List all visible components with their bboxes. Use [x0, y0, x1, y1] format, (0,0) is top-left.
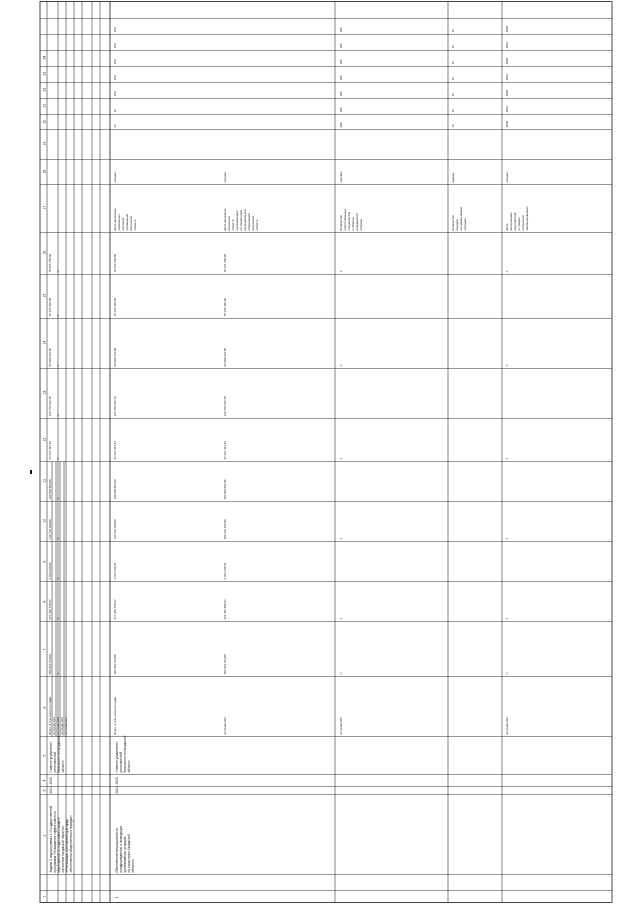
- x-mark: X: [505, 457, 509, 460]
- year-start: 2014: [115, 786, 119, 794]
- year-end: 2020: [115, 777, 119, 785]
- program-title: обеспечения общественного порядка»: [69, 815, 73, 873]
- indicator-name: Доля: [505, 223, 509, 231]
- indicator-value: 2031: [505, 42, 509, 49]
- indicator-value: 42: [113, 124, 117, 128]
- x-mark: X: [339, 364, 343, 367]
- indicator-unit: процент: [223, 171, 227, 183]
- header-number: 10: [42, 518, 47, 523]
- executor: области: [127, 760, 131, 773]
- indicator-name: системой: [121, 217, 125, 231]
- year-start: 2014: [49, 786, 53, 794]
- indicator-value: 72: [451, 61, 455, 65]
- program-title: программы «Повышение эффективности: [53, 811, 57, 873]
- amount-cell: 126 778 222,70: [113, 396, 117, 417]
- indicator-value: 15,8: [113, 58, 117, 65]
- indicator-value: 72: [451, 77, 455, 81]
- header-number: 17: [42, 205, 47, 210]
- header-number: 11: [42, 478, 47, 483]
- indicator-name: Калужской: [129, 216, 133, 231]
- header-number: 22: [42, 87, 47, 92]
- indicator-name: области: [255, 219, 259, 231]
- program-total: 3 792 245,83: [48, 562, 52, 580]
- amount-cell: 784 833 763,00: [113, 654, 117, 675]
- program-title: населения Калужской области»: [61, 825, 65, 873]
- amount-cell: 784 833 763,00: [223, 654, 227, 675]
- amount-cell: 120 068 804,00: [113, 479, 117, 500]
- program-total: 277 481 578,27: [48, 599, 52, 620]
- indicator-name: оповещения: [125, 213, 129, 231]
- indicator-name: запланированных: [525, 206, 529, 231]
- indicator-value: 300: [339, 122, 343, 128]
- stray-mark: [30, 470, 32, 474]
- source-label: источник №1: [52, 717, 56, 735]
- header-number: 23: [42, 71, 47, 76]
- indicator-value: 72: [451, 93, 455, 97]
- x-mark: X: [505, 270, 509, 273]
- header-number: 19: [42, 141, 47, 146]
- indicator-unit: единиц: [451, 172, 455, 183]
- indicator-name: обороны: [359, 218, 363, 231]
- indicator-name: Количество: [339, 214, 343, 231]
- indicator-value: 300: [339, 75, 343, 81]
- header-number: 6: [42, 706, 47, 709]
- indicator-value: 2031: [505, 74, 509, 81]
- source-label: Всего, в том числе по годам: [48, 696, 52, 735]
- indicator-name: Калужской: [251, 216, 255, 231]
- x-mark: X: [56, 314, 60, 317]
- x-mark: X: [56, 537, 60, 540]
- indicator-value: 72: [451, 124, 455, 128]
- source-label: источник №3: [505, 717, 509, 735]
- indicator-value: 300: [339, 27, 343, 33]
- program-total: 70 169 465,00: [48, 298, 52, 317]
- indicator-name: Количество: [451, 214, 455, 231]
- indicator-name: количества: [521, 215, 525, 231]
- amount-cell: 110 068 804,00: [223, 479, 227, 500]
- executor: региональной: [53, 751, 57, 773]
- indicator-value: 300: [339, 91, 343, 97]
- x-mark: X: [56, 497, 60, 500]
- indicator-value: 2030: [505, 90, 509, 97]
- program-title: мероприятий по подготовке к защите: [57, 817, 61, 873]
- indicator-name: специалистов: [347, 211, 351, 231]
- amount-cell: 222 481 598,27: [223, 599, 227, 620]
- header-number: 21: [42, 103, 47, 108]
- executor: Главное управление: [115, 742, 119, 773]
- indicator-value: 72: [451, 29, 455, 33]
- header-number: 1: [42, 895, 47, 898]
- indicator-name: образований: [247, 213, 251, 231]
- program-total: 83 990 193,00: [48, 348, 52, 367]
- source-label: источник №2: [339, 717, 343, 735]
- indicator-name: проживающего: [235, 210, 239, 231]
- amount-cell: 3 792 245,83: [223, 562, 227, 580]
- indicator-name: выездов: [455, 219, 459, 231]
- indicator-name: области,: [231, 218, 235, 231]
- indicator-value: 300: [339, 107, 343, 113]
- source-label: Всего, в том числе по годам: [113, 696, 117, 735]
- indicator-name: Калужской: [227, 216, 231, 231]
- x-mark: X: [56, 414, 60, 417]
- indicator-name: мероприятий: [513, 212, 517, 231]
- executor: Главное управление: [49, 742, 53, 773]
- indicator-name: в области: [351, 217, 355, 231]
- amount-cell: 3 792 245,83: [113, 562, 117, 580]
- executor: региональной: [119, 751, 123, 773]
- source-label: источник №2: [56, 717, 60, 735]
- program-group: [48, 254, 73, 873]
- indicator-name: на чрезвычайные: [459, 206, 463, 231]
- indicator-name: выполненных: [509, 212, 513, 231]
- header-numbers: [43, 56, 47, 898]
- amount-cell: 70 169 465,00: [113, 298, 117, 317]
- source-label: источник №3: [60, 717, 64, 735]
- x-mark: X: [56, 672, 60, 675]
- x-mark: X: [505, 364, 509, 367]
- source-label: источник №1: [223, 717, 227, 735]
- program-title: Задача 1 подпрограммы 2 «Государственной: [49, 805, 53, 873]
- header-number: 20: [42, 119, 47, 124]
- indicator-name: на территориях: [239, 209, 243, 231]
- x-mark: X: [339, 457, 343, 460]
- measure-row-1: [113, 26, 529, 899]
- x-mark: X: [56, 617, 60, 620]
- indicator-name: от общего: [517, 217, 521, 231]
- indicator-value: 2030: [505, 121, 509, 128]
- header-number: 4: [42, 779, 47, 782]
- x-mark: X: [56, 364, 60, 367]
- amount-cell: 83 990 193,00: [113, 348, 117, 367]
- indicator-value: 15,8: [113, 74, 117, 81]
- header-number: 14: [42, 340, 47, 345]
- indicator-name: подготовленных: [343, 208, 347, 231]
- x-mark: X: [339, 270, 343, 273]
- header-number: 16: [42, 250, 47, 255]
- indicator-name: гражданской: [355, 213, 359, 231]
- header-number: 7: [42, 648, 47, 651]
- x-mark: X: [505, 617, 509, 620]
- header-number: 5: [42, 754, 47, 757]
- indicator-value: 15,8: [113, 42, 117, 49]
- indicator-unit: человек: [339, 171, 343, 183]
- header-number: 9: [42, 560, 47, 563]
- indicator-name: охваченного: [117, 213, 121, 231]
- x-mark: X: [505, 672, 509, 675]
- amount-cell: 21 621 421,81: [223, 441, 227, 460]
- program-total: 146 701 190,00: [48, 519, 52, 540]
- measure-title: чрезвычайных ситуаций: [123, 836, 127, 873]
- indicator-value: 2030: [505, 26, 509, 33]
- indicator-value: 42: [113, 109, 117, 113]
- indicator-value: 2031: [505, 106, 509, 113]
- program-total: 70 426 750,00: [48, 254, 52, 273]
- amount-cell: 146 701 190,00: [113, 519, 117, 540]
- indicator-unit: процент: [505, 171, 509, 183]
- indicator-name: Доля населения,: [113, 207, 117, 231]
- program-total: 21 621 421,81: [48, 441, 52, 460]
- executor: безопасности Калужской: [57, 735, 61, 773]
- x-mark: X: [339, 617, 343, 620]
- indicator-value: 300: [339, 59, 343, 65]
- indicator-unit: процент: [113, 171, 117, 183]
- amount-cell: 70 426 750,00: [113, 254, 117, 273]
- indicator-value: 300: [339, 43, 343, 49]
- indicator-name: муниципальных: [243, 209, 247, 231]
- year-end: 2020: [49, 777, 53, 785]
- executor: области: [61, 760, 65, 773]
- amount-cell: 21 621 421,81: [113, 441, 117, 460]
- amount-cell: 126 778 222,70: [223, 396, 227, 417]
- x-mark: X: [339, 537, 343, 540]
- program-total: 784 833 763,00: [48, 654, 52, 675]
- indicator-name: Доля населения: [223, 208, 227, 231]
- indicator-name: ситуации: [463, 218, 467, 231]
- indicator-value: 2030: [505, 58, 509, 65]
- indicator-value: 72: [451, 109, 455, 113]
- amount-cell: 102 232 169,00: [223, 519, 227, 540]
- header-number: 3: [42, 789, 47, 792]
- amount-cell: 277 481 578,27: [113, 599, 117, 620]
- measure-title: области»: [131, 858, 135, 873]
- header-number: 12: [42, 437, 47, 442]
- measure-title: предупреждению и ликвидации: [119, 825, 123, 873]
- x-mark: X: [56, 270, 60, 273]
- amount-cell: 70 426 750,00: [223, 254, 227, 273]
- x-mark: X: [56, 457, 60, 460]
- row-number: 1: [115, 896, 119, 899]
- executor: безопасности Калужской: [123, 735, 127, 773]
- indicator-value: 72: [451, 45, 455, 49]
- header-number: 8: [42, 600, 47, 603]
- x-mark: X: [505, 537, 509, 540]
- indicator-value: 15,8: [113, 90, 117, 97]
- program-total: 120 068 804,00: [48, 479, 52, 500]
- measure-title: на территории Калужской: [127, 834, 131, 873]
- amount-cell: 83 990 193,00: [223, 348, 227, 367]
- header-number: 18: [42, 169, 47, 174]
- header-number: 15: [42, 293, 47, 298]
- amount-cell: 70 169 465,00: [223, 298, 227, 317]
- x-mark: X: [56, 577, 60, 580]
- x-mark: X: [339, 672, 343, 675]
- source-label: источник №4: [64, 717, 68, 735]
- indicator-value: 15,8: [113, 26, 117, 33]
- header-number: 13: [42, 390, 47, 395]
- program-title: «Реализация полномочий для нужд: [65, 819, 69, 873]
- measure-title: Обеспечение мероприятий по: [115, 827, 119, 873]
- program-total: 126 778 222,70: [48, 396, 52, 417]
- header-number: 24: [42, 55, 47, 60]
- header-number: 2: [42, 834, 47, 837]
- indicator-name: области: [133, 219, 137, 231]
